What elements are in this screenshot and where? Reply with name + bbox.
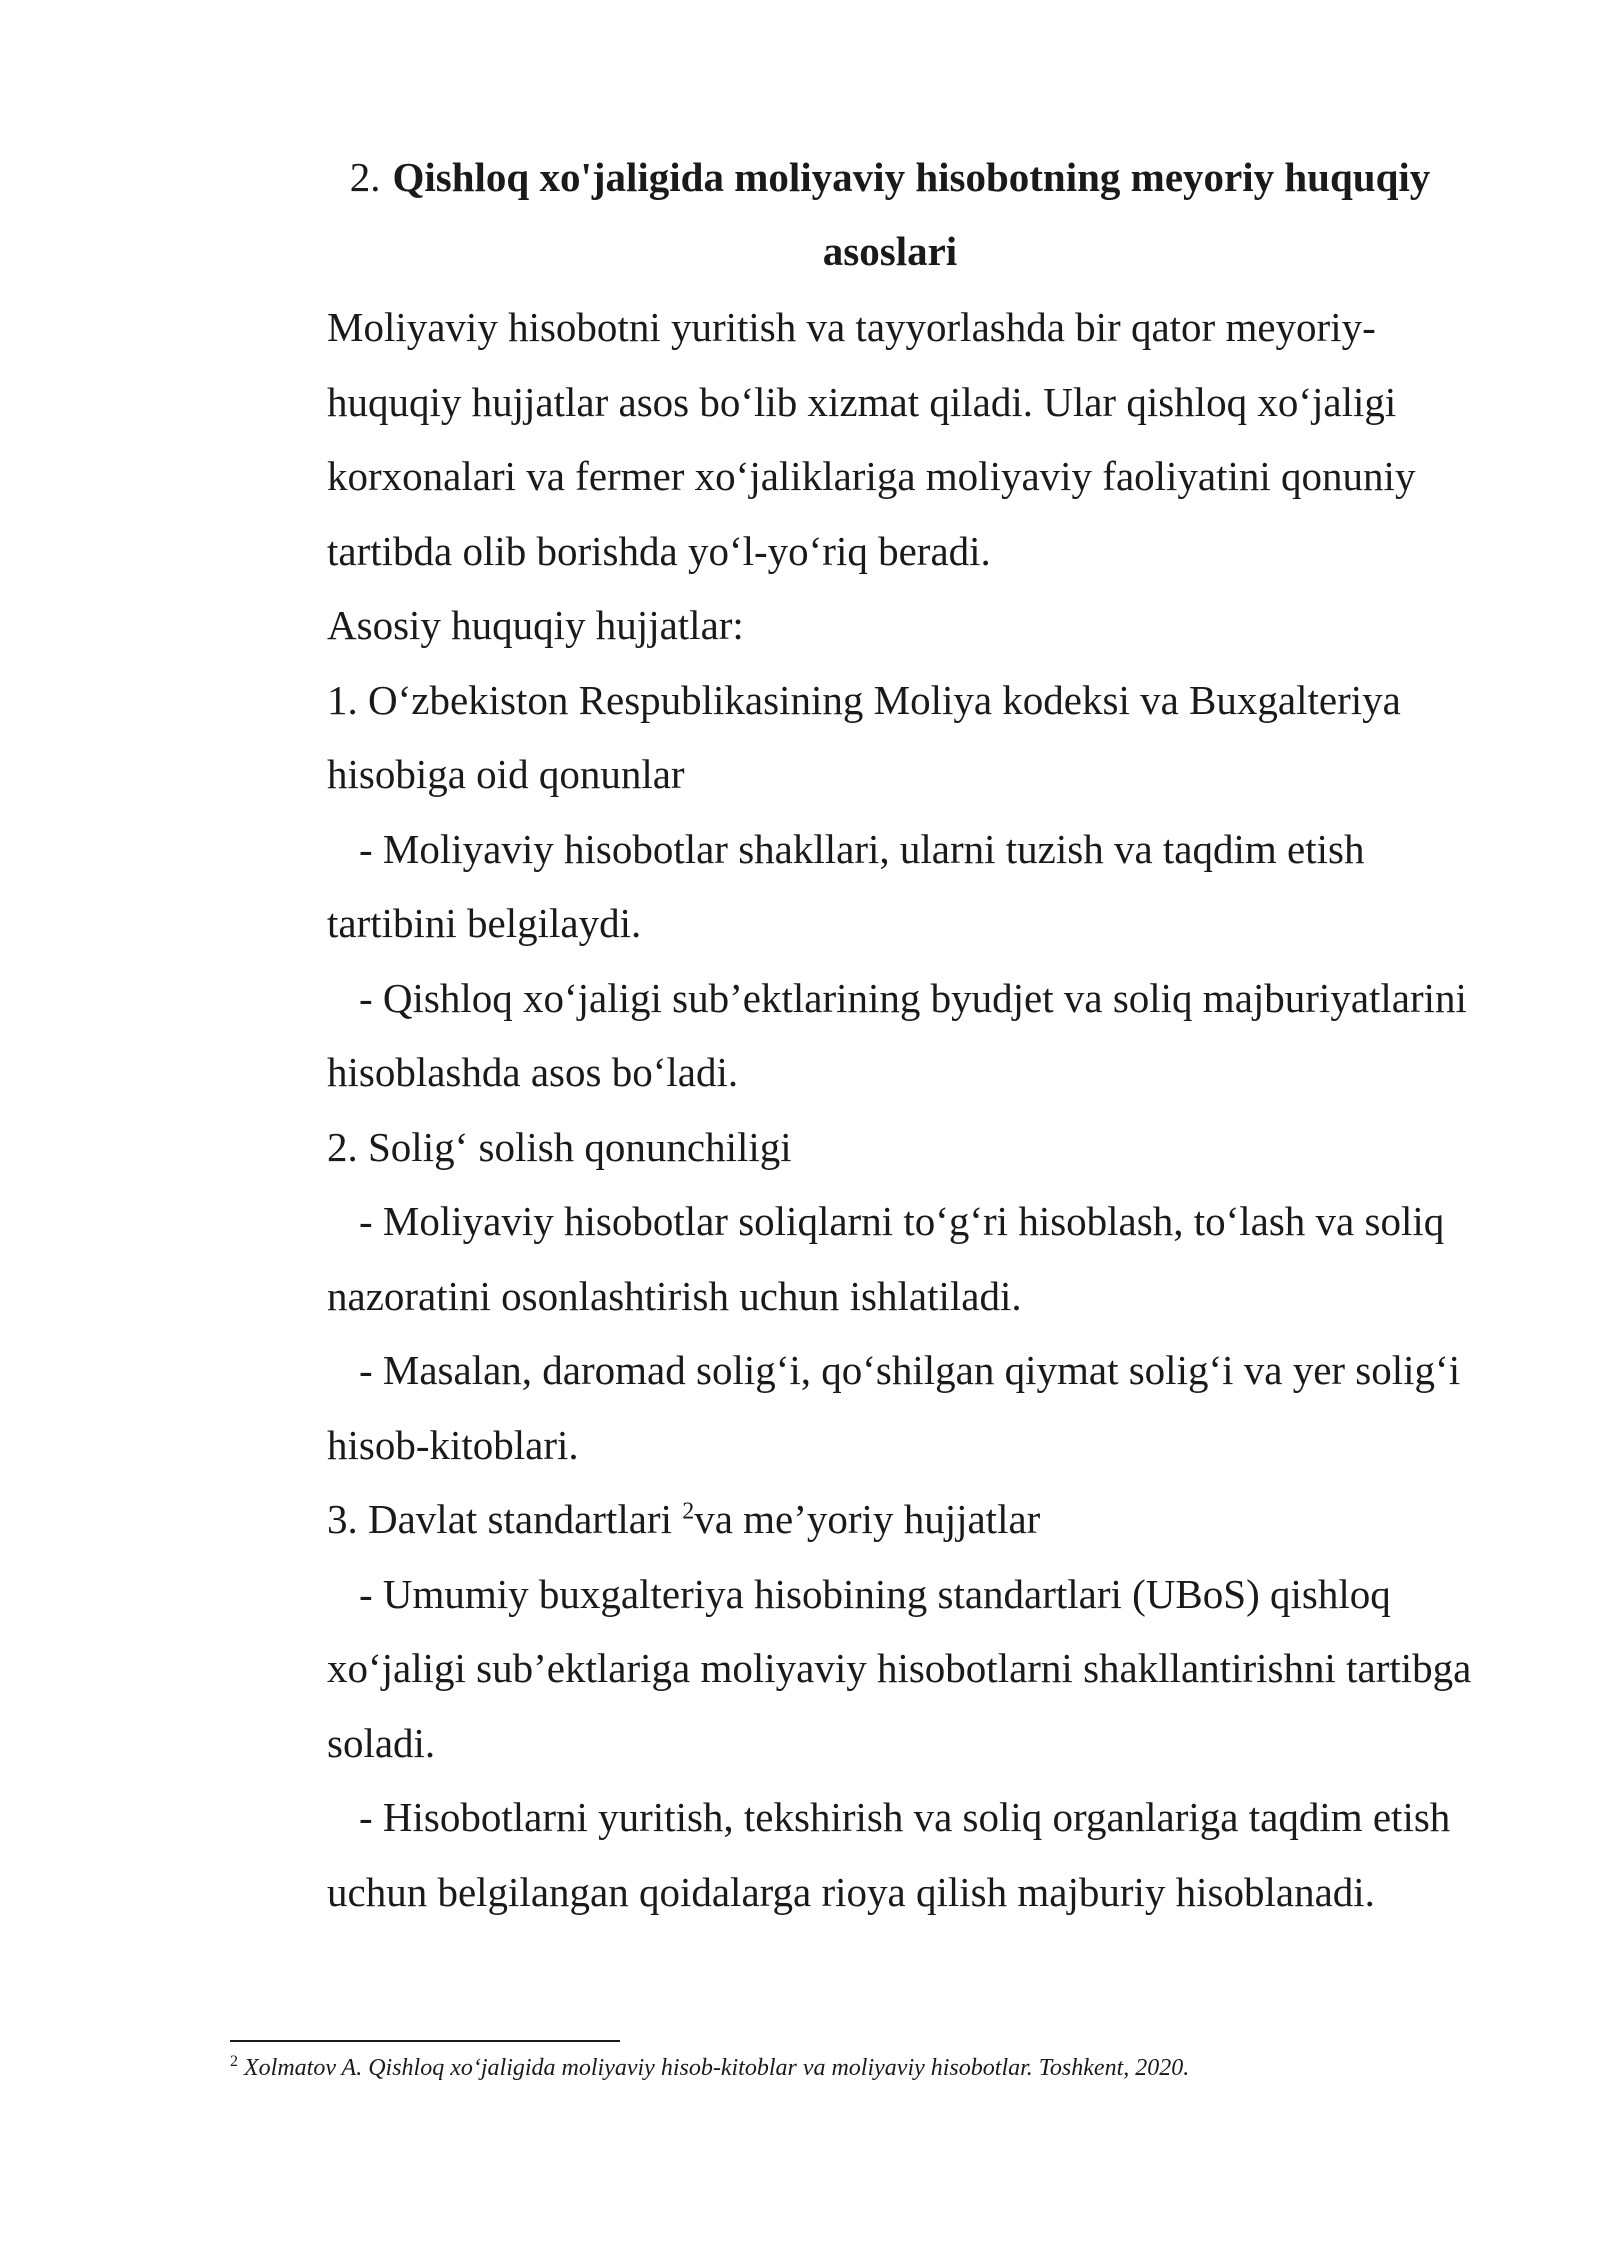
item2-bullet1: - Moliyaviy hisobotlar soliqlarni to‘g‘ri hisoblash, to‘lash va soliq nazoratini osonlashtirish uchun ishlatiladi.: [327, 1198, 1445, 1319]
heading-number: 2.: [349, 154, 381, 200]
section-heading: [300, 140, 1480, 288]
item3-bullet1: - Umumiy buxgalteriya hisobining standartlari (UBoS) qishloq xo‘jaligi sub’ektlariga moliyaviy hisobotlarni shakllantirishni tartibga soladi.: [327, 1570, 1472, 1766]
item3-bullet2: - Hisobotlarni yuritish, tekshirish va soliq organlariga taqdim etish uchun belgilangan qoidalarga rioya qilish majburiy hisoblanadi.: [327, 1794, 1451, 1915]
item1-title: 1. O‘zbekiston Respublikasining Moliya kodeksi va Buxgalteriya hisobiga oid qonunlar: [327, 676, 1401, 797]
footnote: [230, 2050, 1530, 2086]
item2-bullet2: - Masalan, daromad solig‘i, qo‘shilgan qiymat solig‘i va yer solig‘i hisob-kitoblari.: [327, 1347, 1461, 1468]
heading-title-line2: asoslari: [822, 228, 958, 274]
item1-bullet2: - Qishloq xo‘jaligi sub’ektlarining byudjet va soliq majburiyatlarini hisoblashda asos bo‘ladi.: [327, 974, 1467, 1095]
footnote-reference[interactable]: 2: [682, 1498, 695, 1525]
footnote-separator: [230, 2040, 620, 2042]
heading-line-1: [300, 140, 1480, 214]
intro-paragraph: Moliyaviy hisobotni yuritish va tayyorlashda bir qator meyoriy-huquqiy hujjatlar asos bo‘lib xizmat qiladi. Ular qishloq xo‘jaligi korxonalari va fermer xo‘jaliklariga moliyaviy faoliyatini qonuniy tartibda olib borishda yo‘l-yo‘riq beradi.: [327, 304, 1416, 574]
footnote-text: Xolmatov A. Qishloq xo‘jaligida moliyaviy hisob-kitoblar va moliyaviy hisobotlar. Toshkent, 2020.: [244, 2055, 1190, 2081]
body-text: [327, 290, 1497, 1929]
item3-title-before: 3. Davlat standartlari: [327, 1496, 683, 1542]
item1-bullet1: - Moliyaviy hisobotlar shakllari, ularni tuzish va taqdim etish tartibini belgilaydi.: [327, 825, 1365, 946]
main-docs-label: Asosiy huquqiy hujjatlar:: [327, 602, 744, 648]
item3-title-after: va me’yoriy hujjatlar: [694, 1496, 1041, 1542]
heading-title-line1: Qishloq xo'jaligida moliyaviy hisobotning meyoriy huquqiy: [392, 154, 1431, 200]
footnote-mark: 2: [230, 2053, 238, 2070]
item2-title: 2. Solig‘ solish qonunchiligi: [327, 1123, 792, 1170]
item3-title: [327, 1482, 1497, 1557]
